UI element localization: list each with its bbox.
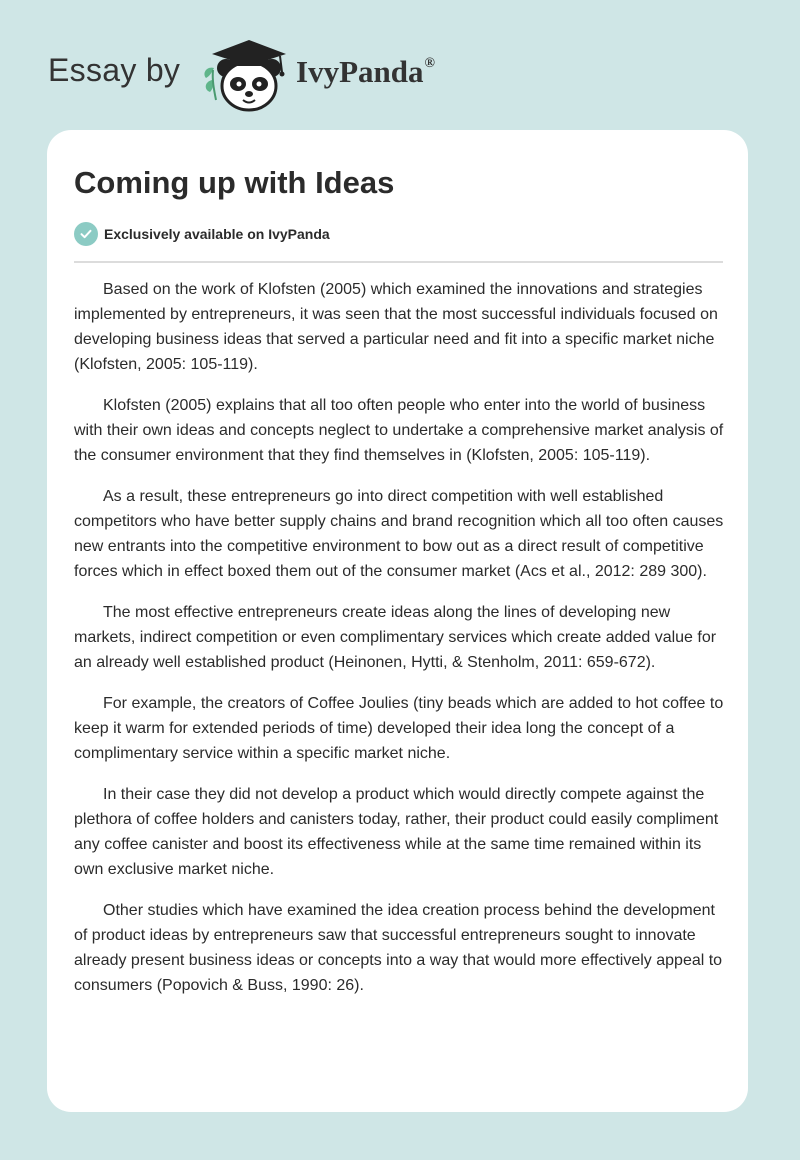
paragraph: For example, the creators of Coffee Joulies (tiny beads which are added to hot coffee to keep it warm for extended periods of time) developed their idea long the concept of a complimentary service within a specific market niche. [74, 695, 724, 762]
registered-mark: ® [424, 56, 435, 71]
paragraph: Based on the work of Klofsten (2005) which examined the innovations and strategies implemented by entrepreneurs, it was seen that the most successful individuals focused on developing business ideas that served a particular need and fit into a specific market niche (Klofsten, 2005: 105-119). [74, 281, 718, 373]
check-circle-icon [74, 222, 98, 246]
paragraph: Klofsten (2005) explains that all too often people who enter into the world of business with their own ideas and concepts neglect to undertake a comprehensive market analysis of the consumer environment that they find themselves in (Klofsten, 2005: 105-119). [74, 397, 724, 464]
exclusive-badge [74, 222, 330, 246]
brand-text: IvyPanda [296, 54, 424, 89]
essay-body [74, 277, 726, 1014]
page-title: Coming up with Ideas [74, 165, 395, 200]
essay-by-label: Essay by [48, 52, 181, 88]
paragraph: The most effective entrepreneurs create ideas along the lines of developing new markets, indirect competition or even complimentary services which create added value for an already well established product (Heinonen, Hytti, & Stenholm, 2011: 659-672). [74, 604, 717, 671]
exclusive-label: Exclusively available on IvyPanda [104, 226, 330, 242]
site-header [48, 30, 488, 110]
paragraph: Other studies which have examined the idea creation process behind the development of product ideas by entrepreneurs saw that successful entrepreneurs sought to innovate already present business ideas or concepts into a way that would more effectively appeal to consumers (Popovich & Buss, 1990: 26). [74, 902, 723, 994]
divider [74, 261, 723, 263]
brand-name[interactable] [296, 54, 435, 90]
essay-card [47, 130, 748, 1112]
paragraph: In their case they did not develop a product which would directly compete against the plethora of coffee holders and canisters today, rather, their product could easily compliment any coffee canister and boost its effectiveness while at the same time remained within its own exclusive market niche. [74, 786, 719, 878]
panda-logo-icon[interactable] [200, 34, 292, 114]
paragraph: As a result, these entrepreneurs go into direct competition with well established competitors who have better supply chains and brand recognition which all too often causes new entrants into the competitive environment to bow out as a direct result of competitive forces which in effect boxed them out of the consumer market (Acs et al., 2012: 289 300). [74, 488, 724, 580]
